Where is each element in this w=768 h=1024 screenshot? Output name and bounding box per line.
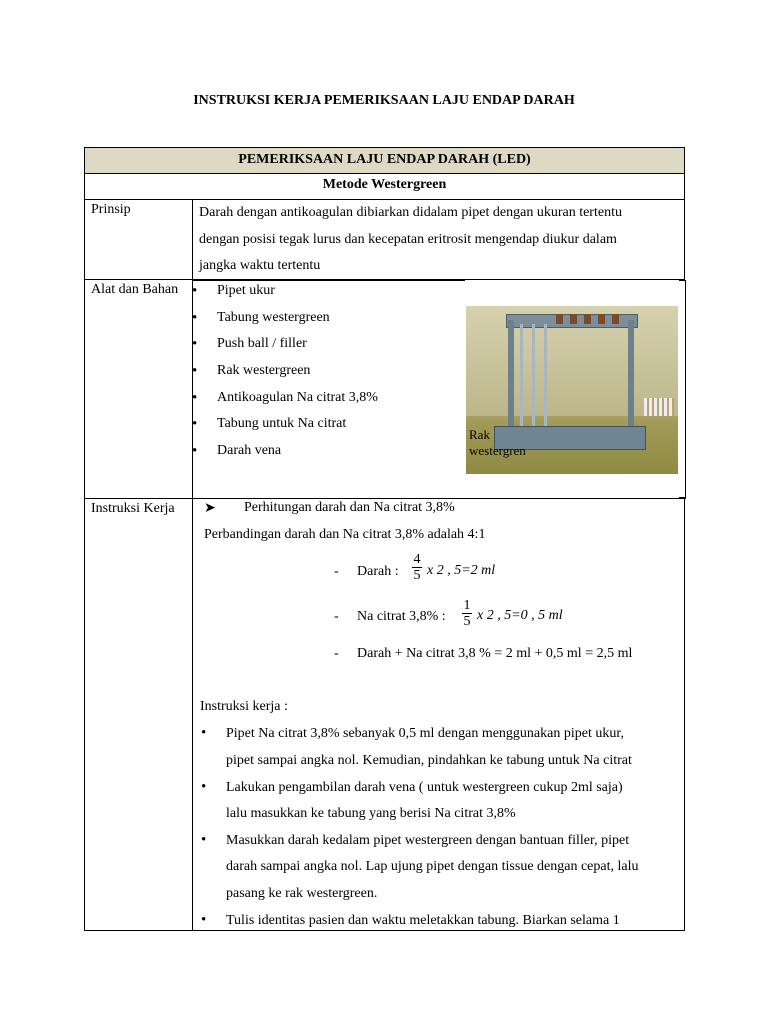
- step-2-line-1: Lakukan pengambilan darah vena ( untuk westergreen cukup 2ml saja): [226, 780, 623, 795]
- border-mark: [679, 280, 685, 281]
- list-item: • Darah vena: [217, 442, 378, 469]
- bullet-icon: •: [201, 832, 207, 848]
- prinsip-label-cell: [85, 200, 193, 279]
- prinsip-line-3: jangka waktu tertentu: [199, 258, 321, 273]
- prinsip-text-cell: [193, 200, 684, 279]
- calc-label-darah: Darah :: [357, 564, 399, 579]
- fraction-numerator: 4: [413, 552, 421, 567]
- table-header: PEMERIKSAAN LAJU ENDAP DARAH (LED): [84, 147, 685, 174]
- border-mark: [679, 497, 685, 498]
- photo-caption-line-2: westergren: [469, 443, 526, 458]
- list-item: • Push ball / filler: [217, 335, 378, 362]
- bullet-icon: •: [201, 912, 207, 928]
- pipette: [532, 324, 535, 428]
- step-3-line-1: Masukkan darah kedalam pipet westergreen dengan bantuan filler, pipet: [226, 833, 630, 848]
- calc-dash: -: [334, 646, 339, 661]
- rack-leg: [508, 320, 514, 430]
- pipette-cap: [584, 314, 591, 324]
- calc-dash: -: [334, 564, 339, 579]
- fraction-denominator: 5: [413, 568, 421, 583]
- prinsip-line-1: Darah dengan antikoagulan dibiarkan didalam pipet dengan ukuran tertentu: [199, 205, 622, 220]
- page-title: INSTRUKSI KERJA PEMERIKSAAN LAJU ENDAP DARAH: [193, 93, 575, 108]
- step-4-line-1: Tulis identitas pasien dan waktu meletakkan tabung. Biarkan selama 1: [226, 913, 620, 928]
- photo-caption: [469, 427, 526, 459]
- photo-caption-line-1: Rak: [469, 427, 490, 442]
- pipette-cap: [598, 314, 605, 324]
- alat-label: Alat dan Bahan: [91, 282, 179, 297]
- prinsip-label: Prinsip: [91, 202, 131, 217]
- list-item: • Antikoagulan Na citrat 3,8%: [217, 389, 378, 416]
- rack-leg: [628, 320, 634, 430]
- pipette-cap: [612, 314, 619, 324]
- pipette: [520, 324, 523, 428]
- step-3-line-3: pasang ke rak westergreen.: [226, 886, 378, 901]
- prinsip-line-2: dengan posisi tegak lurus dan kecepatan eritrosit mengendap diukur dalam: [199, 231, 617, 247]
- list-item: • Pipet ukur: [217, 282, 378, 309]
- pipette-cap: [570, 314, 577, 324]
- step-2-line-2: lalu masukkan ke tabung yang berisi Na citrat 3,8%: [226, 806, 516, 821]
- instruksi-label: Instruksi Kerja: [91, 501, 175, 516]
- alat-label-cell: [85, 280, 193, 498]
- calc-expr-darah: x 2 , 5=2 ml: [427, 563, 496, 578]
- tube-rack: [644, 398, 674, 416]
- list-item: • Tabung westergreen: [217, 309, 378, 336]
- fraction-numerator: 1: [463, 598, 471, 613]
- ratio-text: Perbandingan darah dan Na citrat 3,8% adalah 4:1: [204, 527, 486, 542]
- steps-title: Instruksi kerja :: [200, 699, 288, 714]
- table-subheader: Metode Westergreen: [84, 174, 685, 200]
- list-item: • Rak westergreen: [217, 362, 378, 389]
- calc-total: Darah + Na citrat 3,8 % = 2 ml + 0,5 ml = 2,5 ml: [357, 646, 633, 661]
- calc-dash: -: [334, 609, 339, 624]
- pipette: [544, 324, 547, 428]
- bullet-icon: •: [201, 779, 207, 795]
- fraction-denominator: 5: [463, 614, 471, 629]
- row-divider: [193, 280, 465, 281]
- bullet-icon: •: [201, 725, 207, 741]
- arrow-icon: ➤: [204, 501, 216, 516]
- step-3-line-2: darah sampai angka nol. Lap ujung pipet dengan tissue dengan cepat, lalu: [226, 859, 639, 874]
- step-1-line-1: Pipet Na citrat 3,8% sebanyak 0,5 ml dengan menggunakan pipet ukur,: [226, 726, 624, 741]
- list-item: • Tabung untuk Na citrat: [217, 415, 378, 442]
- calc-expr-citrat: x 2 , 5=0 , 5 ml: [477, 608, 563, 623]
- pipette-cap: [556, 314, 563, 324]
- row-prinsip: [84, 200, 685, 280]
- alat-list: [217, 282, 378, 469]
- instruksi-label-cell: [85, 499, 193, 930]
- arrow-item: Perhitungan darah dan Na citrat 3,8%: [244, 500, 455, 515]
- fraction-4-5: [412, 552, 422, 584]
- fraction-1-5: [462, 598, 472, 630]
- calc-label-citrat: Na citrat 3,8% :: [357, 609, 446, 624]
- step-1-line-2: pipet sampai angka nol. Kemudian, pindahkan ke tabung untuk Na citrat: [226, 753, 632, 768]
